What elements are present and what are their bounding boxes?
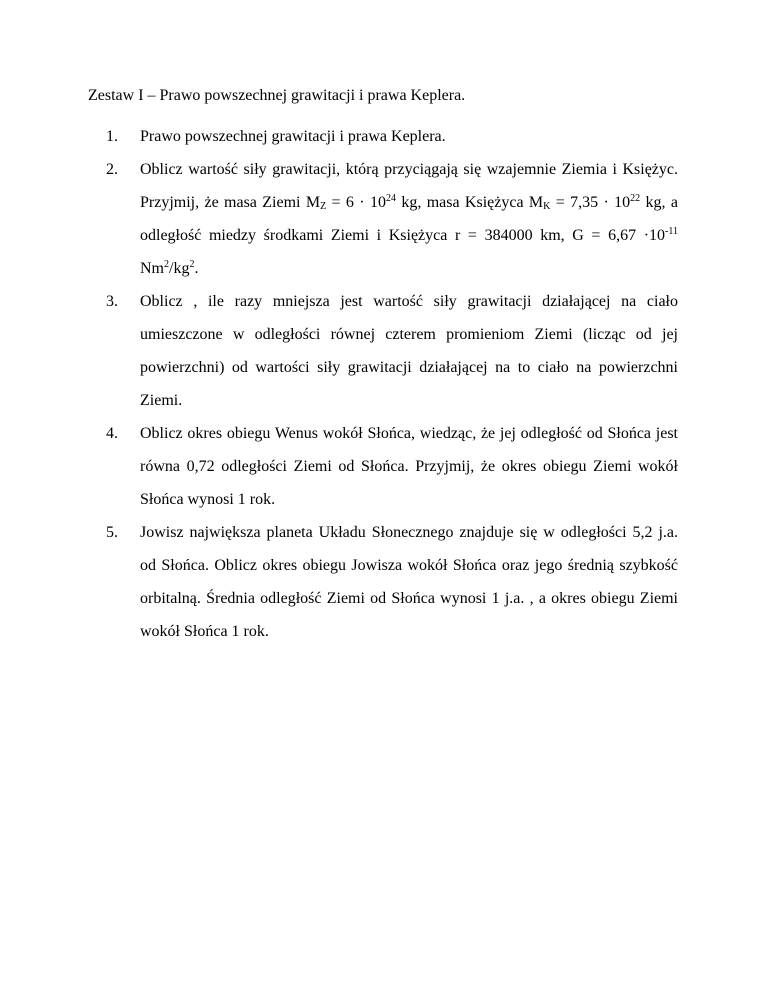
exponent: 2 bbox=[189, 259, 195, 270]
exponent: -11 bbox=[665, 226, 678, 237]
exponent: 24 bbox=[385, 193, 396, 204]
task-item-2 bbox=[106, 153, 678, 285]
exponent: 22 bbox=[630, 193, 641, 204]
task-item-3 bbox=[106, 285, 678, 417]
task-number: 4. bbox=[106, 425, 118, 442]
task-text: Oblicz okres obiegu Wenus wokół Słońca, wiedząc, że jej odległość od Słońca jest równa 0,72 odległości Ziemi od Słońca. Przyjmij, że okres obiegu Ziemi wokół Słońca wynosi 1 rok. bbox=[140, 425, 678, 508]
task-number: 2. bbox=[106, 161, 118, 178]
task-item-4 bbox=[106, 417, 678, 516]
task-text: Jowisz największa planeta Układu Słonecznego znajduje się w odległości 5,2 j.a. od Słońca. Oblicz okres obiegu Jowisza wokół Słońca oraz jego średnią szybkość orbitalną. Średnia odległość Ziemi od Słońca wynosi 1 j.a. , a okres obiegu Ziemi wokół Słońca 1 rok. bbox=[140, 524, 678, 640]
task-number: 5. bbox=[106, 524, 118, 541]
task-text: Prawo powszechnej grawitacji i prawa Keplera. bbox=[140, 128, 446, 145]
moon-mass-subscript: K bbox=[543, 201, 551, 212]
task-number: 3. bbox=[106, 293, 118, 310]
task-number: 1. bbox=[106, 128, 118, 145]
task-item-5 bbox=[106, 516, 678, 648]
exponent: 2 bbox=[164, 259, 169, 270]
document-title: Zestaw I – Prawo powszechnej grawitacji i prawa Keplera. bbox=[88, 87, 466, 104]
task-text: Oblicz wartość siły grawitacji, którą przyciągają się wzajemnie Ziemia i Księżyc. Przyjmij, że masa Ziemi $M_Z = 6 \cdot 10^{24}$ kg, masa Księżyca $M_K = 7,35 \cdot 10^{22}$ kg, a odległość miedzy środkami Ziemi i Księżyca r = 384000 km, $G = 6,67 \cdot 10^{-11}$ $Nm^2/kg^2$. bbox=[140, 161, 678, 277]
task-item-1 bbox=[106, 120, 678, 153]
earth-mass-subscript: Z bbox=[320, 201, 327, 212]
task-text: Oblicz , ile razy mniejsza jest wartość siły grawitacji działającej na ciało umieszczone w odległości równej czterem promieniom Ziemi (licząc od jej powierzchni) od wartości siły grawitacji działającej na to ciało na powierzchni Ziemi. bbox=[140, 293, 678, 409]
task-list bbox=[106, 120, 678, 648]
